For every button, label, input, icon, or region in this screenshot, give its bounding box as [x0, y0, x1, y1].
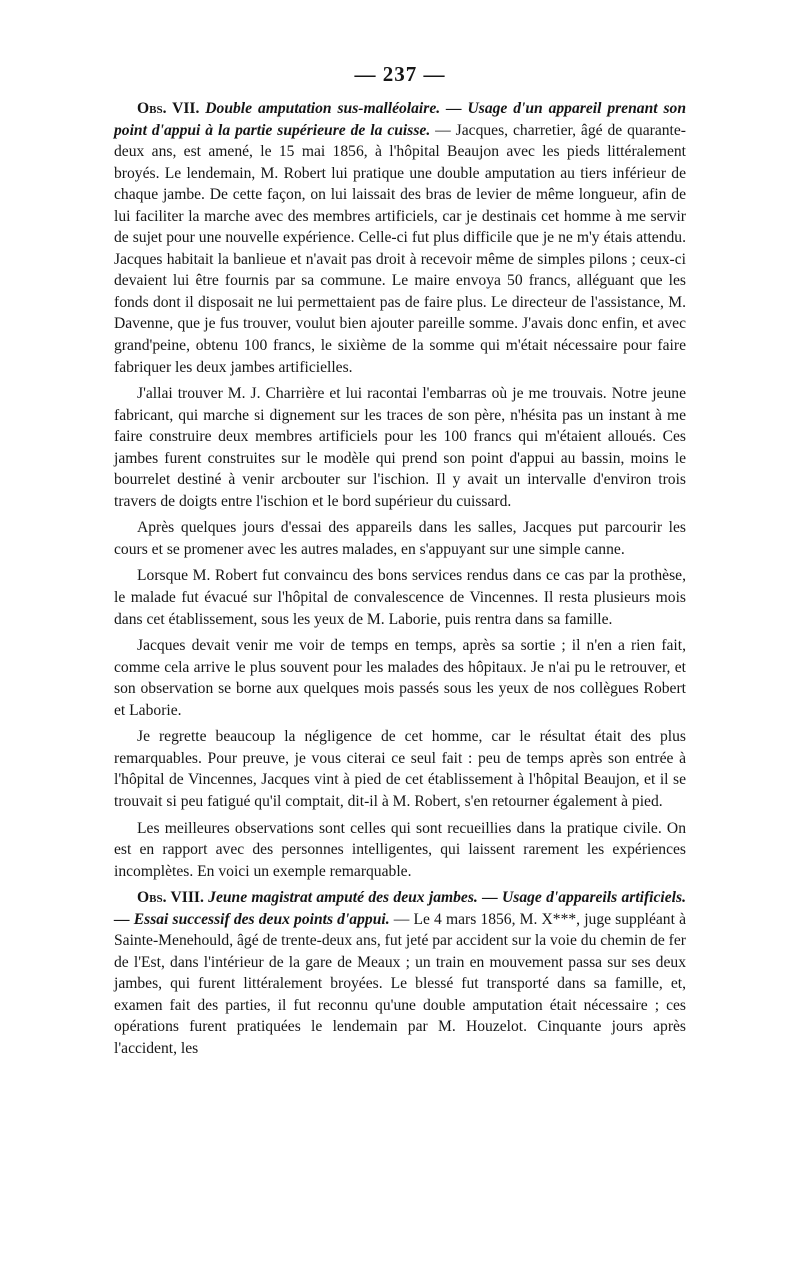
body-text	[114, 98, 686, 1065]
paragraph-negligence: Je regrette beaucoup la négligence de cet homme, car le résultat était des plus remarquables. Pour preuve, je vous citerai ce seul fait : peu de temps après son entrée à l'hôpital de Vincennes, Jacques vint à pied de cet établissement à l'hôpital Beaujon, et il se trouvait si peu fatigué qu'il comptait, dit-il à M. Robert, s'en retourner également à pied.	[114, 728, 686, 810]
observation-viii	[114, 887, 686, 1059]
observation-vii	[114, 98, 686, 378]
paragraph-vincennes: Lorsque M. Robert fut convaincu des bons services rendus dans ce cas par la prothèse, le malade fut évacué sur l'hôpital de convalescence de Vincennes. Il resta plusieurs mois dans cet établissement, sous les yeux de M. Laborie, puis rentra dans sa famille.	[114, 567, 686, 628]
obs-viii-label: Obs. VIII.	[137, 889, 204, 907]
paragraph-sortie: Jacques devait venir me voir de temps en temps, après sa sortie ; il n'en a rien fait, comme cela arrive le plus souvent pour les malades des hôpitaux. Je n'ai pu le retrouver, et son observation se borne aux quelques mois passés sous les yeux de nos collègues Robert et Laborie.	[114, 637, 686, 719]
obs-viii-title: Jeune magistrat amputé des deux jambes. — Usage d'appareils artificiels. — Essai successif des deux points d'appui.	[114, 889, 686, 928]
obs-vii-label: Obs. VII.	[137, 100, 200, 117]
obs-viii-text: — Le 4 mars 1856, M. X***, juge suppléant à Sainte-Menehould, âgé de trente-deux ans, fut jeté par accident sur la voie du chemin de fer de l'Est, dans l'intérieur de la gare de Meaux ; un train en mouvement passa sur ses deux jambes, qui furent littéralement broyées. Le blessé fut transporté dans sa famille, et, examen fait des parties, il fut reconnu qu'une double amputation était nécessaire ; ces opérations furent pratiquées le lendemain par M. Houzelot. Cinquante jours après l'accident, les	[114, 910, 686, 1057]
obs-vii-title: Double amputation sus-malléolaire. — Usage d'un appareil prenant son point d'appui à la partie supérieure de la cuisse.	[114, 100, 686, 139]
obs-vii-text: — Jacques, charretier, âgé de quarante-deux ans, est amené, le 15 mai 1856, à l'hôpital Beaujon avec les pieds littéralement broyés. Le lendemain, M. Robert lui pratique une double amputation au tiers inférieur de chaque jambe. De cette façon, on lui laissait des bras de levier de même longueur, afin de lui faciliter la marche avec des membres artificiels, car je destinais cet homme à me servir de sujet pour une nouvelle expérience. Celle-ci fut plus difficile que je ne m'y étais attendu. Jacques habitait la banlieue et n'avait pas droit à recevoir même de simples pilons ; ceux-ci devaient lui être fournis par sa commune. Le maire envoya 50 francs, alléguant que les fonds dont il disposait ne lui permettaient pas de faire plus. Le directeur de l'assistance, M. Davenne, que je fus trouver, voulut bien ajouter pareille somme. J'avais donc enfin, et avec grand'peine, obtenu 100 francs, le sixième de la somme qui m'était nécessaire pour faire fabriquer les deux jambes artificielles.	[114, 121, 686, 376]
page-number: — 237 —	[354, 62, 446, 86]
paragraph-pratique-civile: Les meilleures observations sont celles qui sont recueillies dans la pratique civile. On est en rapport avec des personnes intelligentes, qui laissent rarement les expériences incomplètes. En voici un exemple remarquable.	[114, 819, 686, 880]
paragraph-essai: Après quelques jours d'essai des appareils dans les salles, Jacques put parcourir les cours et se promener avec les autres malades, en s'appuyant sur une simple canne.	[114, 519, 686, 558]
paragraph-charriere: J'allai trouver M. J. Charrière et lui racontai l'embarras où je me trouvais. Notre jeune fabricant, qui marche si dignement sur les traces de son père, n'hésita pas un instant à me faire construire deux membres artificiels pour les 100 francs qui m'étaient alloués. Ces jambes furent construites sur le modèle qui prend son point d'appui au bassin, moins le bourrelet destiné à venir arcbouter sur l'ischion. Il y avait un intervalle d'environ trois travers de doigts entre l'ischion et le bord supérieur du cuissard.	[114, 385, 686, 510]
